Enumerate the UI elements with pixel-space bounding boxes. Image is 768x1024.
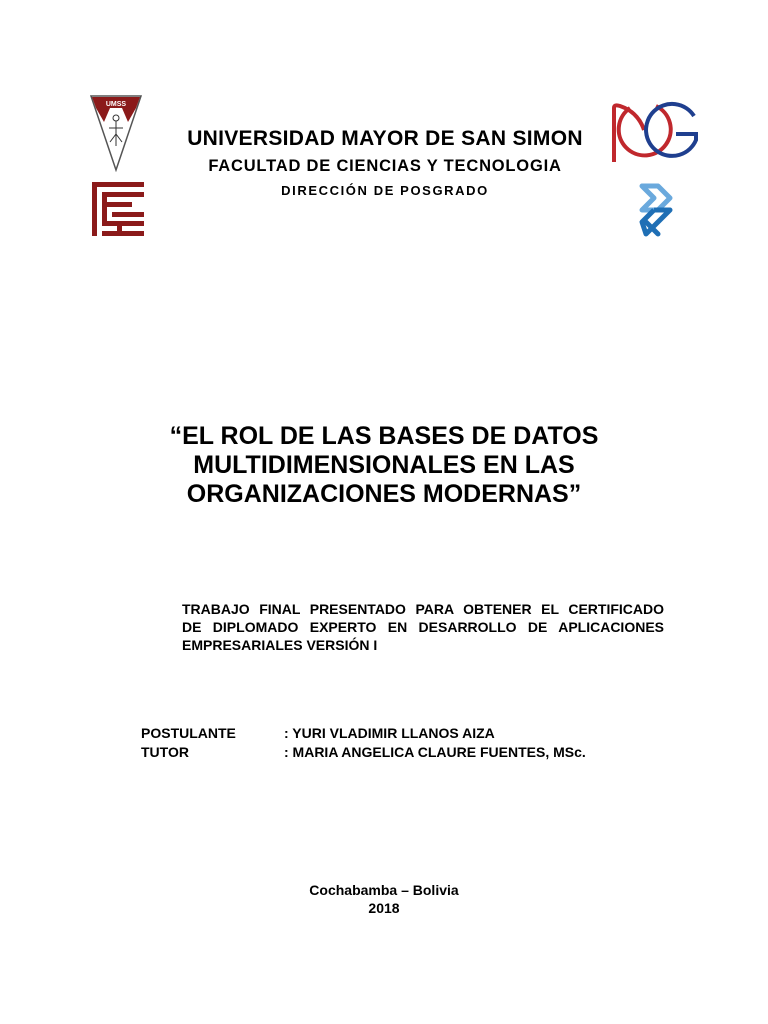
- fcyt-logo: [92, 182, 144, 236]
- subtitle-line: TRABAJO FINAL PRESENTADO PARA OBTENER EL CERTIFICADO: [182, 601, 664, 617]
- thesis-title-line: ORGANIZACIONES MODERNAS”: [186, 480, 582, 508]
- direction-name: DIRECCIÓN DE POSGRADO: [281, 183, 489, 198]
- tutor-row: [141, 743, 641, 761]
- university-name: UNIVERSIDAD MAYOR DE SAN SIMON: [187, 127, 583, 150]
- city-location: Cochabamba – Bolivia: [309, 882, 459, 898]
- thesis-title-line: “EL ROL DE LAS BASES DE DATOS: [169, 422, 599, 450]
- postulante-row: [141, 724, 641, 742]
- dpg-logo: [610, 100, 702, 166]
- umss-logo-text: UMSS: [105, 101, 127, 108]
- thesis-subtitle: [182, 600, 664, 654]
- subtitle-line: DE DIPLOMADO EXPERTO EN DESARROLLO DE APLICACIONES: [182, 619, 664, 635]
- tutor-label: TUTOR: [141, 744, 189, 760]
- subtitle-line: EMPRESARIALES VERSIÓN I: [182, 637, 378, 653]
- thesis-title: [84, 422, 684, 509]
- tutor-value: : MARIA ANGELICA CLAURE FUENTES, MSc.: [284, 744, 586, 760]
- postulante-value: : YURI VLADIMIR LLANOS AIZA: [284, 725, 495, 741]
- year: 2018: [368, 900, 400, 916]
- faculty-name: FACULTAD DE CIENCIAS Y TECNOLOGIA: [208, 157, 562, 175]
- thesis-title-line: MULTIDIMENSIONALES EN LAS: [193, 451, 575, 479]
- posgrado-logo: [636, 182, 676, 238]
- postulante-label: POSTULANTE: [141, 725, 236, 741]
- umss-logo: [90, 94, 142, 172]
